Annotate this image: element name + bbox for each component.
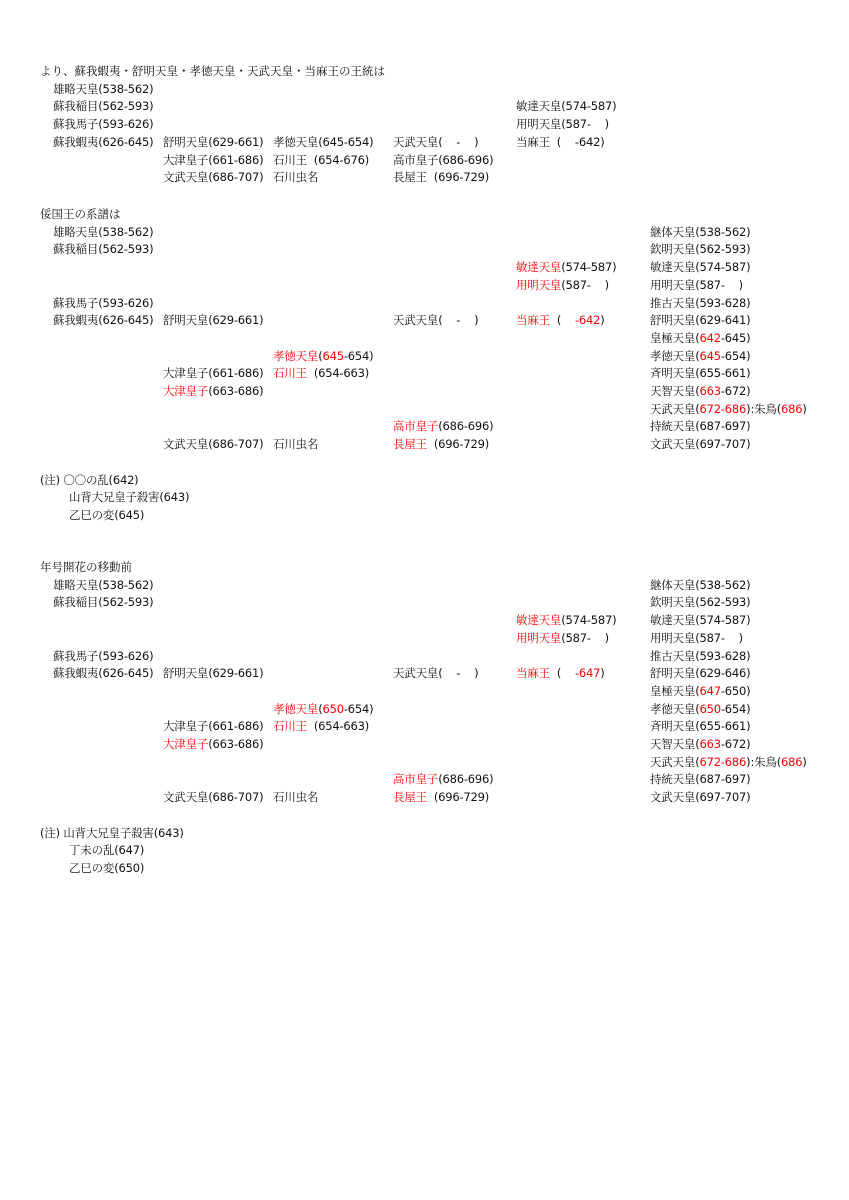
entry-text: 敏達天皇(574-587) bbox=[516, 99, 617, 114]
entry-text: 文武天皇(686-707) bbox=[163, 437, 264, 452]
entry-text: 孝徳天皇( bbox=[650, 701, 700, 716]
genealogy-entry bbox=[650, 419, 750, 433]
genealogy-entry bbox=[650, 666, 750, 680]
entry-text: 蘇我馬子(593-626) bbox=[53, 117, 154, 132]
genealogy-entry bbox=[163, 153, 263, 167]
entry-text: 長屋王 (696-729) bbox=[393, 170, 490, 185]
entry-text: 石川虫名 bbox=[273, 170, 319, 185]
entry-text: 推古天皇(593-628) bbox=[650, 295, 751, 310]
genealogy-entry bbox=[650, 313, 750, 327]
highlighted-text: 650 bbox=[322, 701, 344, 716]
genealogy-entry bbox=[650, 402, 807, 416]
highlighted-text: 石川王 bbox=[273, 719, 307, 734]
genealogy-entry bbox=[53, 296, 153, 310]
entry-text: 高市皇子(686-696) bbox=[393, 152, 494, 167]
entry-text: 蘇我馬子(593-626) bbox=[53, 648, 154, 663]
highlighted-text: 686 bbox=[781, 754, 803, 769]
highlighted-text: 敏達天皇 bbox=[516, 260, 562, 275]
entry-text: 用明天皇(587- ) bbox=[516, 117, 609, 132]
genealogy-entry bbox=[650, 384, 750, 398]
entry-text: ( bbox=[318, 701, 323, 716]
genealogy-entry bbox=[393, 170, 489, 184]
entry-text: 天武天皇( bbox=[650, 401, 700, 416]
genealogy-entry bbox=[516, 135, 605, 149]
entry-text: -645) bbox=[720, 330, 751, 345]
genealogy-entry bbox=[650, 755, 807, 769]
highlighted-text: 650 bbox=[699, 701, 721, 716]
genealogy-entry bbox=[163, 366, 263, 380]
genealogy-entry bbox=[393, 135, 478, 149]
entry-text: 舒明天皇(629-661) bbox=[163, 313, 264, 328]
genealogy-entry bbox=[650, 437, 750, 451]
highlighted-text: 用明天皇 bbox=[516, 630, 562, 645]
genealogy-entry bbox=[650, 242, 750, 256]
note-text: 山背大兄皇子殺害(643) bbox=[69, 490, 190, 505]
highlighted-text: -642 bbox=[574, 313, 601, 328]
genealogy-entry bbox=[650, 631, 743, 645]
entry-text: 雄略天皇(538-562) bbox=[53, 81, 154, 96]
genealogy-entry bbox=[650, 260, 750, 274]
note-text: 山背大兄皇子殺害(643) bbox=[63, 825, 184, 840]
entry-text: 蘇我蝦夷(626-645) bbox=[53, 666, 154, 681]
entry-text: 孝徳天皇(645-654) bbox=[273, 134, 374, 149]
entry-text: 天智天皇( bbox=[650, 384, 700, 398]
entry-text: 大津皇子(661-686) bbox=[163, 152, 264, 167]
genealogy-entry bbox=[53, 313, 153, 327]
genealogy-entry bbox=[650, 296, 750, 310]
entry-text: 雄略天皇(538-562) bbox=[53, 224, 154, 239]
genealogy-entry bbox=[650, 278, 743, 292]
genealogy-entry bbox=[516, 666, 605, 680]
genealogy-entry bbox=[53, 82, 153, 96]
section-heading: 俀国王の系譜は bbox=[40, 207, 121, 221]
entry-text: 継体天皇(538-562) bbox=[650, 224, 751, 239]
entry-text: -672) bbox=[720, 737, 751, 751]
genealogy-entry bbox=[650, 366, 750, 380]
entry-text: 皇極天皇( bbox=[650, 683, 700, 698]
highlighted-text: 当麻王 bbox=[516, 666, 550, 681]
genealogy-entry bbox=[516, 631, 609, 645]
genealogy-entry bbox=[516, 260, 616, 274]
entry-text: 大津皇子(661-686) bbox=[163, 719, 264, 734]
entry-text: 欽明天皇(562-593) bbox=[650, 595, 751, 610]
entry-text: (587- ) bbox=[561, 630, 609, 645]
genealogy-entry bbox=[650, 578, 750, 592]
genealogy-entry bbox=[273, 437, 318, 451]
entry-text: ( bbox=[549, 666, 575, 681]
genealogy-entry bbox=[393, 666, 478, 680]
genealogy-entry bbox=[393, 437, 489, 451]
highlighted-text: 高市皇子 bbox=[393, 419, 439, 434]
genealogy-entry bbox=[53, 649, 153, 663]
genealogy-entry bbox=[163, 719, 263, 733]
genealogy-entry bbox=[53, 595, 153, 609]
entry-text: 文武天皇(686-707) bbox=[163, 170, 264, 185]
entry-text: ( bbox=[549, 313, 575, 328]
entry-text: 継体天皇(538-562) bbox=[650, 577, 751, 592]
note-line bbox=[40, 473, 138, 487]
highlighted-text: 孝徳天皇 bbox=[273, 701, 319, 716]
entry-text: ( bbox=[318, 348, 323, 363]
entry-text: 文武天皇(697-707) bbox=[650, 437, 751, 452]
genealogy-entry bbox=[273, 719, 369, 733]
entry-text: -654) bbox=[720, 348, 751, 363]
genealogy-entry bbox=[650, 737, 750, 751]
note-line bbox=[40, 826, 184, 840]
note-line bbox=[69, 490, 189, 504]
entry-text: 天武天皇( - ) bbox=[393, 313, 479, 328]
highlighted-text: 647 bbox=[699, 683, 721, 698]
genealogy-entry bbox=[516, 278, 609, 292]
highlighted-text: 642 bbox=[699, 330, 721, 345]
entry-text: 大津皇子(661-686) bbox=[163, 366, 264, 381]
entry-text: 推古天皇(593-628) bbox=[650, 648, 751, 663]
genealogy-entry bbox=[53, 99, 153, 113]
entry-text: ) bbox=[600, 666, 605, 681]
genealogy-entry bbox=[650, 613, 750, 627]
note-line bbox=[69, 508, 144, 522]
genealogy-entry bbox=[163, 170, 263, 184]
highlighted-text: 長屋王 bbox=[393, 437, 427, 452]
entry-text: 敏達天皇(574-587) bbox=[650, 613, 751, 628]
highlighted-text: 663 bbox=[699, 384, 721, 398]
entry-text: 蘇我稲目(562-593) bbox=[53, 99, 154, 114]
genealogy-entry bbox=[163, 313, 263, 327]
entry-text: 文武天皇(686-707) bbox=[163, 790, 264, 805]
entry-text: (587- ) bbox=[561, 277, 609, 292]
highlighted-text: 663 bbox=[699, 737, 721, 751]
genealogy-entry bbox=[53, 135, 153, 149]
genealogy-entry bbox=[273, 153, 369, 167]
entry-text: -650) bbox=[720, 683, 751, 698]
genealogy-entry bbox=[650, 702, 750, 716]
entry-text: 天智天皇( bbox=[650, 737, 700, 751]
entry-text: (654-663) bbox=[306, 366, 370, 381]
entry-text: 持統天皇(687-697) bbox=[650, 772, 751, 787]
note-prefix: (注) bbox=[40, 825, 64, 840]
genealogy-entry bbox=[163, 135, 263, 149]
genealogy-entry bbox=[393, 313, 478, 327]
genealogy-entry bbox=[163, 437, 263, 451]
highlighted-text: -647 bbox=[574, 666, 601, 681]
genealogy-entry bbox=[650, 349, 750, 363]
genealogy-entry bbox=[163, 737, 263, 751]
entry-text: 蘇我蝦夷(626-645) bbox=[53, 313, 154, 328]
note-line bbox=[69, 861, 144, 875]
genealogy-entry bbox=[273, 349, 373, 363]
entry-text: 雄略天皇(538-562) bbox=[53, 577, 154, 592]
entry-text: ) bbox=[802, 401, 807, 416]
genealogy-entry bbox=[650, 331, 750, 345]
genealogy-entry bbox=[273, 790, 318, 804]
entry-text: (574-587) bbox=[561, 260, 617, 275]
highlighted-text: 孝徳天皇 bbox=[273, 348, 319, 363]
entry-text: (696-729) bbox=[426, 790, 490, 805]
genealogy-entry bbox=[273, 170, 318, 184]
genealogy-entry bbox=[516, 613, 616, 627]
entry-text: 天武天皇( bbox=[650, 754, 700, 769]
entry-text: 欽明天皇(562-593) bbox=[650, 242, 751, 257]
highlighted-text: 大津皇子 bbox=[163, 737, 209, 751]
entry-text: (663-686) bbox=[208, 737, 264, 751]
genealogy-entry bbox=[53, 117, 153, 131]
entry-text: (686-696) bbox=[438, 772, 494, 787]
entry-text: 天武天皇( - ) bbox=[393, 666, 479, 681]
genealogy-entry bbox=[53, 578, 153, 592]
entry-text: -654) bbox=[720, 701, 751, 716]
entry-text: -672) bbox=[720, 384, 751, 398]
genealogy-entry bbox=[650, 649, 750, 663]
note-text: 丁未の乱(647) bbox=[69, 843, 145, 858]
note-text: 乙巳の変(650) bbox=[69, 860, 145, 875]
highlighted-text: 当麻王 bbox=[516, 313, 550, 328]
entry-text: 孝徳天皇( bbox=[650, 348, 700, 363]
entry-text: 蘇我馬子(593-626) bbox=[53, 295, 154, 310]
entry-text: 舒明天皇(629-641) bbox=[650, 313, 751, 328]
entry-text: ):朱鳥( bbox=[746, 401, 782, 416]
genealogy-entry bbox=[273, 366, 369, 380]
genealogy-entry bbox=[650, 595, 750, 609]
note-prefix: (注) bbox=[40, 472, 64, 487]
entry-text: 敏達天皇(574-587) bbox=[650, 260, 751, 275]
entry-text: (686-696) bbox=[438, 419, 494, 434]
entry-text: 斉明天皇(655-661) bbox=[650, 719, 751, 734]
entry-text: 舒明天皇(629-646) bbox=[650, 666, 751, 681]
highlighted-text: 645 bbox=[699, 348, 721, 363]
genealogy-entry bbox=[53, 225, 153, 239]
genealogy-entry bbox=[163, 384, 263, 398]
note-text: 乙巳の変(645) bbox=[69, 507, 145, 522]
entry-text: 蘇我蝦夷(626-645) bbox=[53, 134, 154, 149]
genealogy-entry bbox=[516, 117, 609, 131]
genealogy-entry bbox=[393, 153, 493, 167]
entry-text: 天武天皇( - ) bbox=[393, 134, 479, 149]
entry-text: -654) bbox=[343, 348, 374, 363]
genealogy-entry bbox=[516, 99, 616, 113]
entry-text: -654) bbox=[343, 701, 374, 716]
genealogy-entry bbox=[393, 772, 493, 786]
highlighted-text: 敏達天皇 bbox=[516, 613, 562, 628]
highlighted-text: 672-686 bbox=[699, 754, 747, 769]
genealogy-entry bbox=[650, 684, 750, 698]
entry-text: ) bbox=[802, 754, 807, 769]
entry-text: ):朱鳥( bbox=[746, 754, 782, 769]
note-text: 〇〇の乱(642) bbox=[63, 472, 139, 487]
entry-text: 石川虫名 bbox=[273, 790, 319, 805]
entry-text: 斉明天皇(655-661) bbox=[650, 366, 751, 381]
entry-text: 皇極天皇( bbox=[650, 330, 700, 345]
entry-text: 石川王 (654-676) bbox=[273, 152, 370, 167]
entry-text: 蘇我稲目(562-593) bbox=[53, 595, 154, 610]
highlighted-text: 石川王 bbox=[273, 366, 307, 381]
entry-text: 持統天皇(687-697) bbox=[650, 419, 751, 434]
highlighted-text: 用明天皇 bbox=[516, 277, 562, 292]
entry-text: 蘇我稲目(562-593) bbox=[53, 242, 154, 257]
entry-text: 用明天皇(587- ) bbox=[650, 277, 743, 292]
entry-text: 石川虫名 bbox=[273, 437, 319, 452]
entry-text: (574-587) bbox=[561, 613, 617, 628]
genealogy-entry bbox=[393, 419, 493, 433]
entry-text: (654-663) bbox=[306, 719, 370, 734]
genealogy-entry bbox=[163, 666, 263, 680]
section-heading: より、蘇我蝦夷・舒明天皇・孝徳天皇・天武天皇・当麻王の王統は bbox=[40, 64, 385, 78]
genealogy-entry bbox=[650, 772, 750, 786]
entry-text: 舒明天皇(629-661) bbox=[163, 666, 264, 681]
highlighted-text: 686 bbox=[781, 401, 803, 416]
genealogy-entry bbox=[650, 225, 750, 239]
highlighted-text: 大津皇子 bbox=[163, 384, 209, 398]
entry-text: 文武天皇(697-707) bbox=[650, 790, 751, 805]
section-heading: 年号開花の移動前 bbox=[40, 560, 132, 574]
entry-text: (696-729) bbox=[426, 437, 490, 452]
genealogy-entry bbox=[273, 702, 373, 716]
entry-text: (663-686) bbox=[208, 384, 264, 398]
genealogy-entry bbox=[650, 719, 750, 733]
genealogy-entry bbox=[163, 790, 263, 804]
highlighted-text: 672-686 bbox=[699, 401, 747, 416]
genealogy-entry bbox=[273, 135, 373, 149]
genealogy-entry bbox=[53, 242, 153, 256]
note-line bbox=[69, 843, 144, 857]
entry-text: 用明天皇(587- ) bbox=[650, 630, 743, 645]
entry-text: ) bbox=[600, 313, 605, 328]
highlighted-text: 高市皇子 bbox=[393, 772, 439, 787]
entry-text: 当麻王 ( -642) bbox=[516, 134, 605, 149]
genealogy-entry bbox=[516, 313, 605, 327]
highlighted-text: 長屋王 bbox=[393, 790, 427, 805]
genealogy-entry bbox=[53, 666, 153, 680]
entry-text: 舒明天皇(629-661) bbox=[163, 134, 264, 149]
highlighted-text: 645 bbox=[322, 348, 344, 363]
genealogy-entry bbox=[650, 790, 750, 804]
genealogy-entry bbox=[393, 790, 489, 804]
